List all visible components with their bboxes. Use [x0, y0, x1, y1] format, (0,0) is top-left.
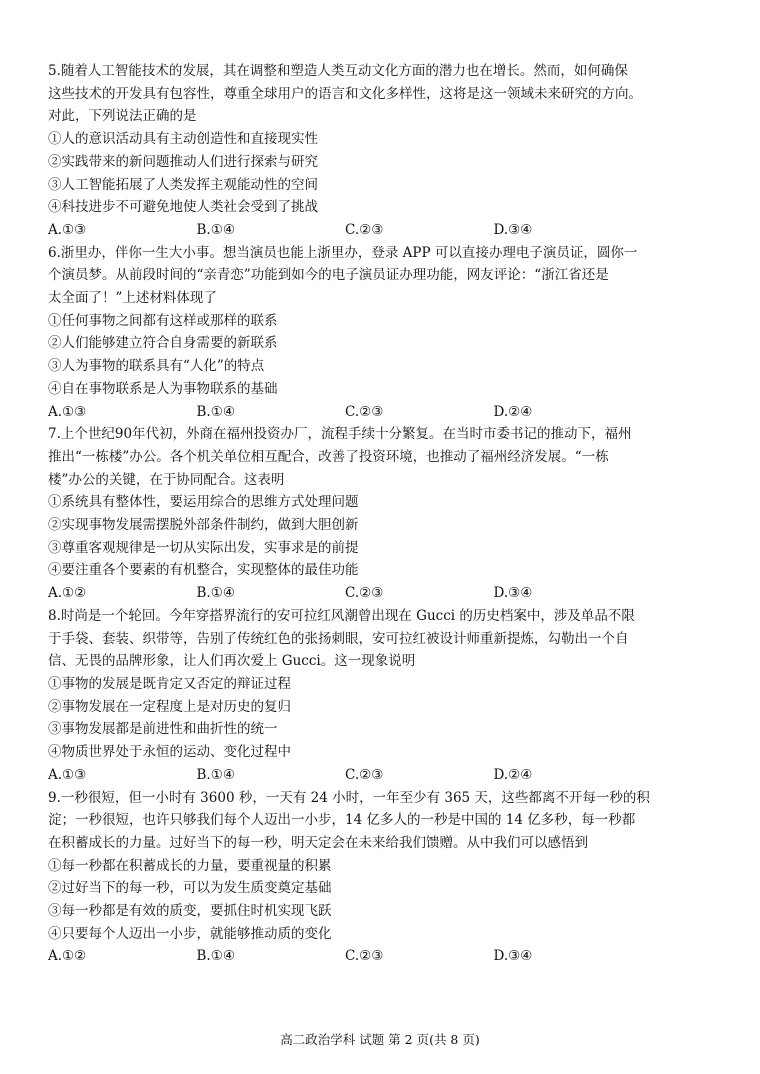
statement-option: ②过好当下的每一秒，可以为发生质变奠定基础 — [48, 880, 332, 897]
statement-option: ④物质世界处于永恒的运动、变化过程中 — [48, 744, 291, 761]
statement-option: ①系统具有整体性，要运用综合的思维方式处理问题 — [48, 494, 359, 511]
answer-choice: A.①② — [48, 585, 87, 602]
answer-choice: A.①③ — [48, 403, 87, 420]
answer-choices — [48, 401, 718, 424]
statement-option: ④科技进步不可避免地使人类社会受到了挑战 — [48, 199, 318, 216]
statement-option: ①人的意识活动具有主动创造性和直接现实性 — [48, 131, 318, 148]
page-footer: 高二政治学科 试题 第 2 页(共 8 页) — [280, 1032, 480, 1047]
statement-option: ④只要每个人迈出一小步，就能够推动质的变化 — [48, 925, 332, 942]
statement-option: ③人工智能拓展了人类发挥主观能动性的空间 — [48, 176, 318, 193]
statement-option: ④要注重各个要素的有机整合，实现整体的最佳功能 — [48, 562, 359, 579]
question-stem-line: 淀；一秒很短，也许只够我们每个人迈出一小步，14 亿多人的一秒是中国的 14 亿多秒，每一秒都 — [48, 812, 636, 829]
answer-choice: B.①④ — [196, 948, 235, 965]
answer-choice: C.②③ — [345, 948, 384, 965]
statement-option: ②人们能够建立符合自身需要的新联系 — [48, 335, 278, 352]
answer-choice: C.②③ — [345, 766, 384, 783]
question-stem-line: 6.浙里办，伴你一生大小事。想当演员也能上浙里办，登录 APP 可以直接办理电子演员证，圆你一 — [48, 244, 638, 261]
question-stem-line: 在积蓄成长的力量。过好当下的每一秒，明天定会在未来给我们馈赠。从中我们可以感悟到 — [48, 834, 588, 851]
answer-choice: B.①④ — [196, 766, 235, 783]
question-stem-line: 个演员梦。从前段时间的“亲青恋”功能到如今的电子演员证办理功能，网友评论：“浙江省还是 — [48, 267, 609, 284]
statement-option: ④自在事物联系是人为事物联系的基础 — [48, 380, 278, 397]
answer-choices — [48, 219, 718, 242]
answer-choice: B.①④ — [196, 585, 235, 602]
answer-choice: A.①③ — [48, 221, 87, 238]
statement-option: ③尊重客观规律是一切从实际出发，实事求是的前提 — [48, 539, 359, 556]
answer-choice: A.①② — [48, 948, 87, 965]
answer-choice: B.①④ — [196, 403, 235, 420]
answer-choices — [48, 582, 718, 605]
question-stem-line: 太全面了！”上述材料体现了 — [48, 290, 217, 307]
exam-page — [48, 60, 718, 968]
statement-option: ②实践带来的新问题推动人们进行探索与研究 — [48, 153, 318, 170]
question-stem-line: 这些技术的开发具有包容性，尊重全球用户的语言和文化多样性，这将是这一领域未来研究的方向。 — [48, 85, 642, 102]
answer-choice: D.③④ — [493, 585, 533, 602]
statement-option: ②事物发展在一定程度上是对历史的复归 — [48, 698, 291, 715]
statement-option: ①任何事物之间都有这样或那样的联系 — [48, 312, 278, 329]
question-stem-line: 楼”办公的关键，在于协同配合。这表明 — [48, 471, 285, 488]
answer-choice: B.①④ — [196, 221, 235, 238]
statement-option: ①事物的发展是既肯定又否定的辩证过程 — [48, 675, 291, 692]
question-stem-line: 9.一秒很短，但一小时有 3600 秒，一天有 24 小时，一年至少有 365 天，这些都离不开每一秒的积 — [48, 789, 650, 806]
question-block — [48, 787, 718, 969]
answer-choice: C.②③ — [345, 585, 384, 602]
answer-choices — [48, 764, 718, 787]
question-stem-line: 5.随着人工智能技术的发展，其在调整和塑造人类互动文化方面的潜力也在增长。然而，如何确保 — [48, 63, 628, 79]
question-stem-line: 8.时尚是一个轮回。今年穿搭界流行的安可拉红风潮曾出现在 Gucci 的历史档案中，涉及单品不限 — [48, 607, 635, 624]
question-stem-line: 于手袋、套装、织带等，告别了传统红色的张扬刺眼，安可拉红被设计师重新提炼，勾勒出一个自 — [48, 630, 629, 647]
statement-option: ③每一秒都是有效的质变，要抓住时机实现飞跃 — [48, 903, 332, 920]
answer-choice: C.②③ — [345, 403, 384, 420]
answer-choice: A.①③ — [48, 766, 87, 783]
question-stem-line: 推出“一栋楼”办公。各个机关单位相互配合，改善了投资环境，也推动了福州经济发展。“一栋 — [48, 448, 609, 465]
question-block — [48, 242, 718, 424]
answer-choice: D.②④ — [493, 766, 533, 783]
statement-option: ③事物发展都是前进性和曲折性的统一 — [48, 721, 278, 738]
question-stem-line: 信、无畏的品牌形象，让人们再次爱上 Gucci。这一现象说明 — [48, 653, 416, 670]
statement-option: ③人为事物的联系具有“人化”的特点 — [48, 358, 265, 375]
answer-choice: D.②④ — [493, 403, 533, 420]
question-block — [48, 423, 718, 605]
question-block — [48, 605, 718, 787]
statement-option: ①每一秒都在积蓄成长的力量，要重视量的积累 — [48, 857, 332, 874]
statement-option: ②实现事物发展需摆脱外部条件制约，做到大胆创新 — [48, 517, 359, 534]
question-stem-line: 对此，下列说法正确的是 — [48, 108, 197, 125]
answer-choice: C.②③ — [345, 221, 384, 238]
question-stem-line: 7.上个世纪90年代初，外商在福州投资办厂，流程手续十分繁复。在当时市委书记的推动下，福州 — [48, 426, 632, 443]
answer-choices — [48, 945, 718, 968]
question-block — [48, 60, 718, 242]
answer-choice: D.③④ — [493, 948, 533, 965]
answer-choice: D.③④ — [493, 221, 533, 238]
